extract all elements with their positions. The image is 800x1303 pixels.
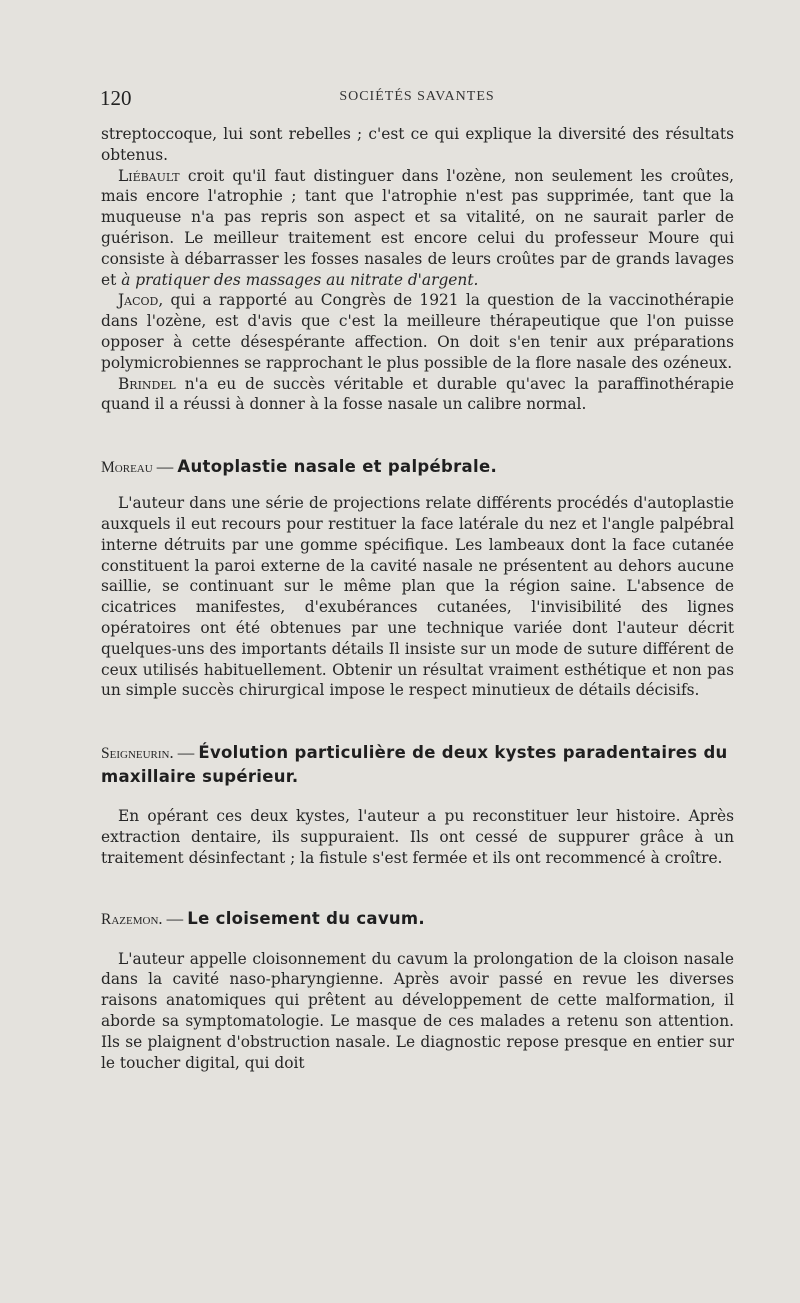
- article-body: L'auteur appelle cloisonnement du cavum la prolongation de la cloison nasale dans la cavité naso-pharyngienne. Après avoir passé en revue les diverses raisons anatomiques qui prêtent au développement de cette malformation, il aborde sa symptomatologie. Le masque de ces malades a retenu son attention. Ils se plaignent d'obstruction nasale. Le diagnostic repose presque en entier sur le toucher digital, qui doit: [101, 949, 734, 1072]
- article-title: Autoplastie nasale et palpébrale.: [177, 457, 498, 477]
- heading-dash: . —: [169, 743, 199, 763]
- running-title: SOCIÉTÉS SAVANTES: [339, 89, 495, 104]
- article-title: Évolution particulière de deux kystes paradentaires du maxillaire supérieur.: [101, 743, 728, 787]
- page-body: [101, 124, 734, 1073]
- page-header: [100, 86, 734, 110]
- intro-paragraph-2: [101, 166, 734, 291]
- paragraph-text: n'a eu de succès véritable et durable qu'avec la paraffinothérapie quand il a réussi à donner à la fosse nasale un calibre normal.: [101, 374, 734, 414]
- heading-dash: —: [152, 457, 178, 477]
- article-seigneurin: [101, 741, 734, 868]
- article-author: Razemon: [101, 910, 159, 928]
- article-title: Le cloisement du cavum.: [187, 908, 425, 928]
- intro-paragraph-1: streptoccoque, lui sont rebelles ; c'est ce qui explique la diversité des résultats obtenus.: [101, 125, 734, 164]
- article-heading: [101, 455, 734, 479]
- article-moreau: [101, 455, 734, 701]
- article-heading: [101, 907, 734, 931]
- intro-paragraph-3: [101, 290, 734, 373]
- page-number: 120: [100, 86, 132, 110]
- article-razemon: [101, 907, 734, 1074]
- article-body: En opérant ces deux kystes, l'auteur a pu reconstituer leur histoire. Après extraction dentaire, ils suppuraient. Ils ont cessé de suppurer grâce à un traitement désinfectant ; la fistule s'est fermée et ils ont recommencé à croître.: [101, 807, 734, 867]
- article-author: Moreau: [101, 459, 153, 477]
- paragraph-text: croit qu'il faut distinguer dans l'ozène, non seulement les croûtes, mais encore l'atrophie ; tant que l'atrophie n'est pas supprimée, tant que la muqueuse n'a pas repris son aspect et sa vitalité, on ne saurait parler de guérison. Le meilleur traitement est encore celui du professeur Moure qui consiste à débarrasser les fosses nasales de leurs croûtes par de grands lavages et: [101, 166, 734, 289]
- article-body: L'auteur dans une série de projections relate différents procédés d'autoplastie auxquels il eut recours pour restituer la face latérale du nez et l'angle palpébral interne détruits par une gomme spécifique. Les lambeaux dont la face cutanée constituent la paroi externe de la cavité nasale ne présentent au dehors aucune saillie, se continuant sur le même plan que la région saine. L'absence de cicatrices manifestes, d'exubérances cutanées, l'invisibilité des lignes opératoires ont été obtenues par une technique variée dont l'auteur décrit quelques-uns des importants détails Il insiste sur un mode de suture différent de ceux utilisés habituellement. Obtenir un résultat vraiment esthétique et non pas un simple succès chirurgical impose le respect minutieux de détails décisifs.: [101, 494, 734, 700]
- intro-paragraph-4: [101, 374, 734, 416]
- article-author: Seigneurin: [101, 745, 170, 763]
- author-name: Jacod: [118, 291, 159, 310]
- italic-text: à pratiquer des massages au nitrate d'argent.: [121, 270, 479, 289]
- paragraph-text: , qui a rapporté au Congrès de 1921 la question de la vaccinothérapie dans l'ozène, est d'avis que c'est la meilleure thérapeutique que l'on puisse opposer à cette désespérante affection. On doit s'en tenir aux préparations polymicrobiennes se rapprochant le plus possible de la flore nasale des ozéneux.: [101, 291, 734, 372]
- article-heading: [101, 741, 734, 788]
- author-name: Liébault: [118, 166, 180, 185]
- heading-dash: . —: [158, 908, 188, 928]
- author-name: Brindel: [118, 374, 176, 393]
